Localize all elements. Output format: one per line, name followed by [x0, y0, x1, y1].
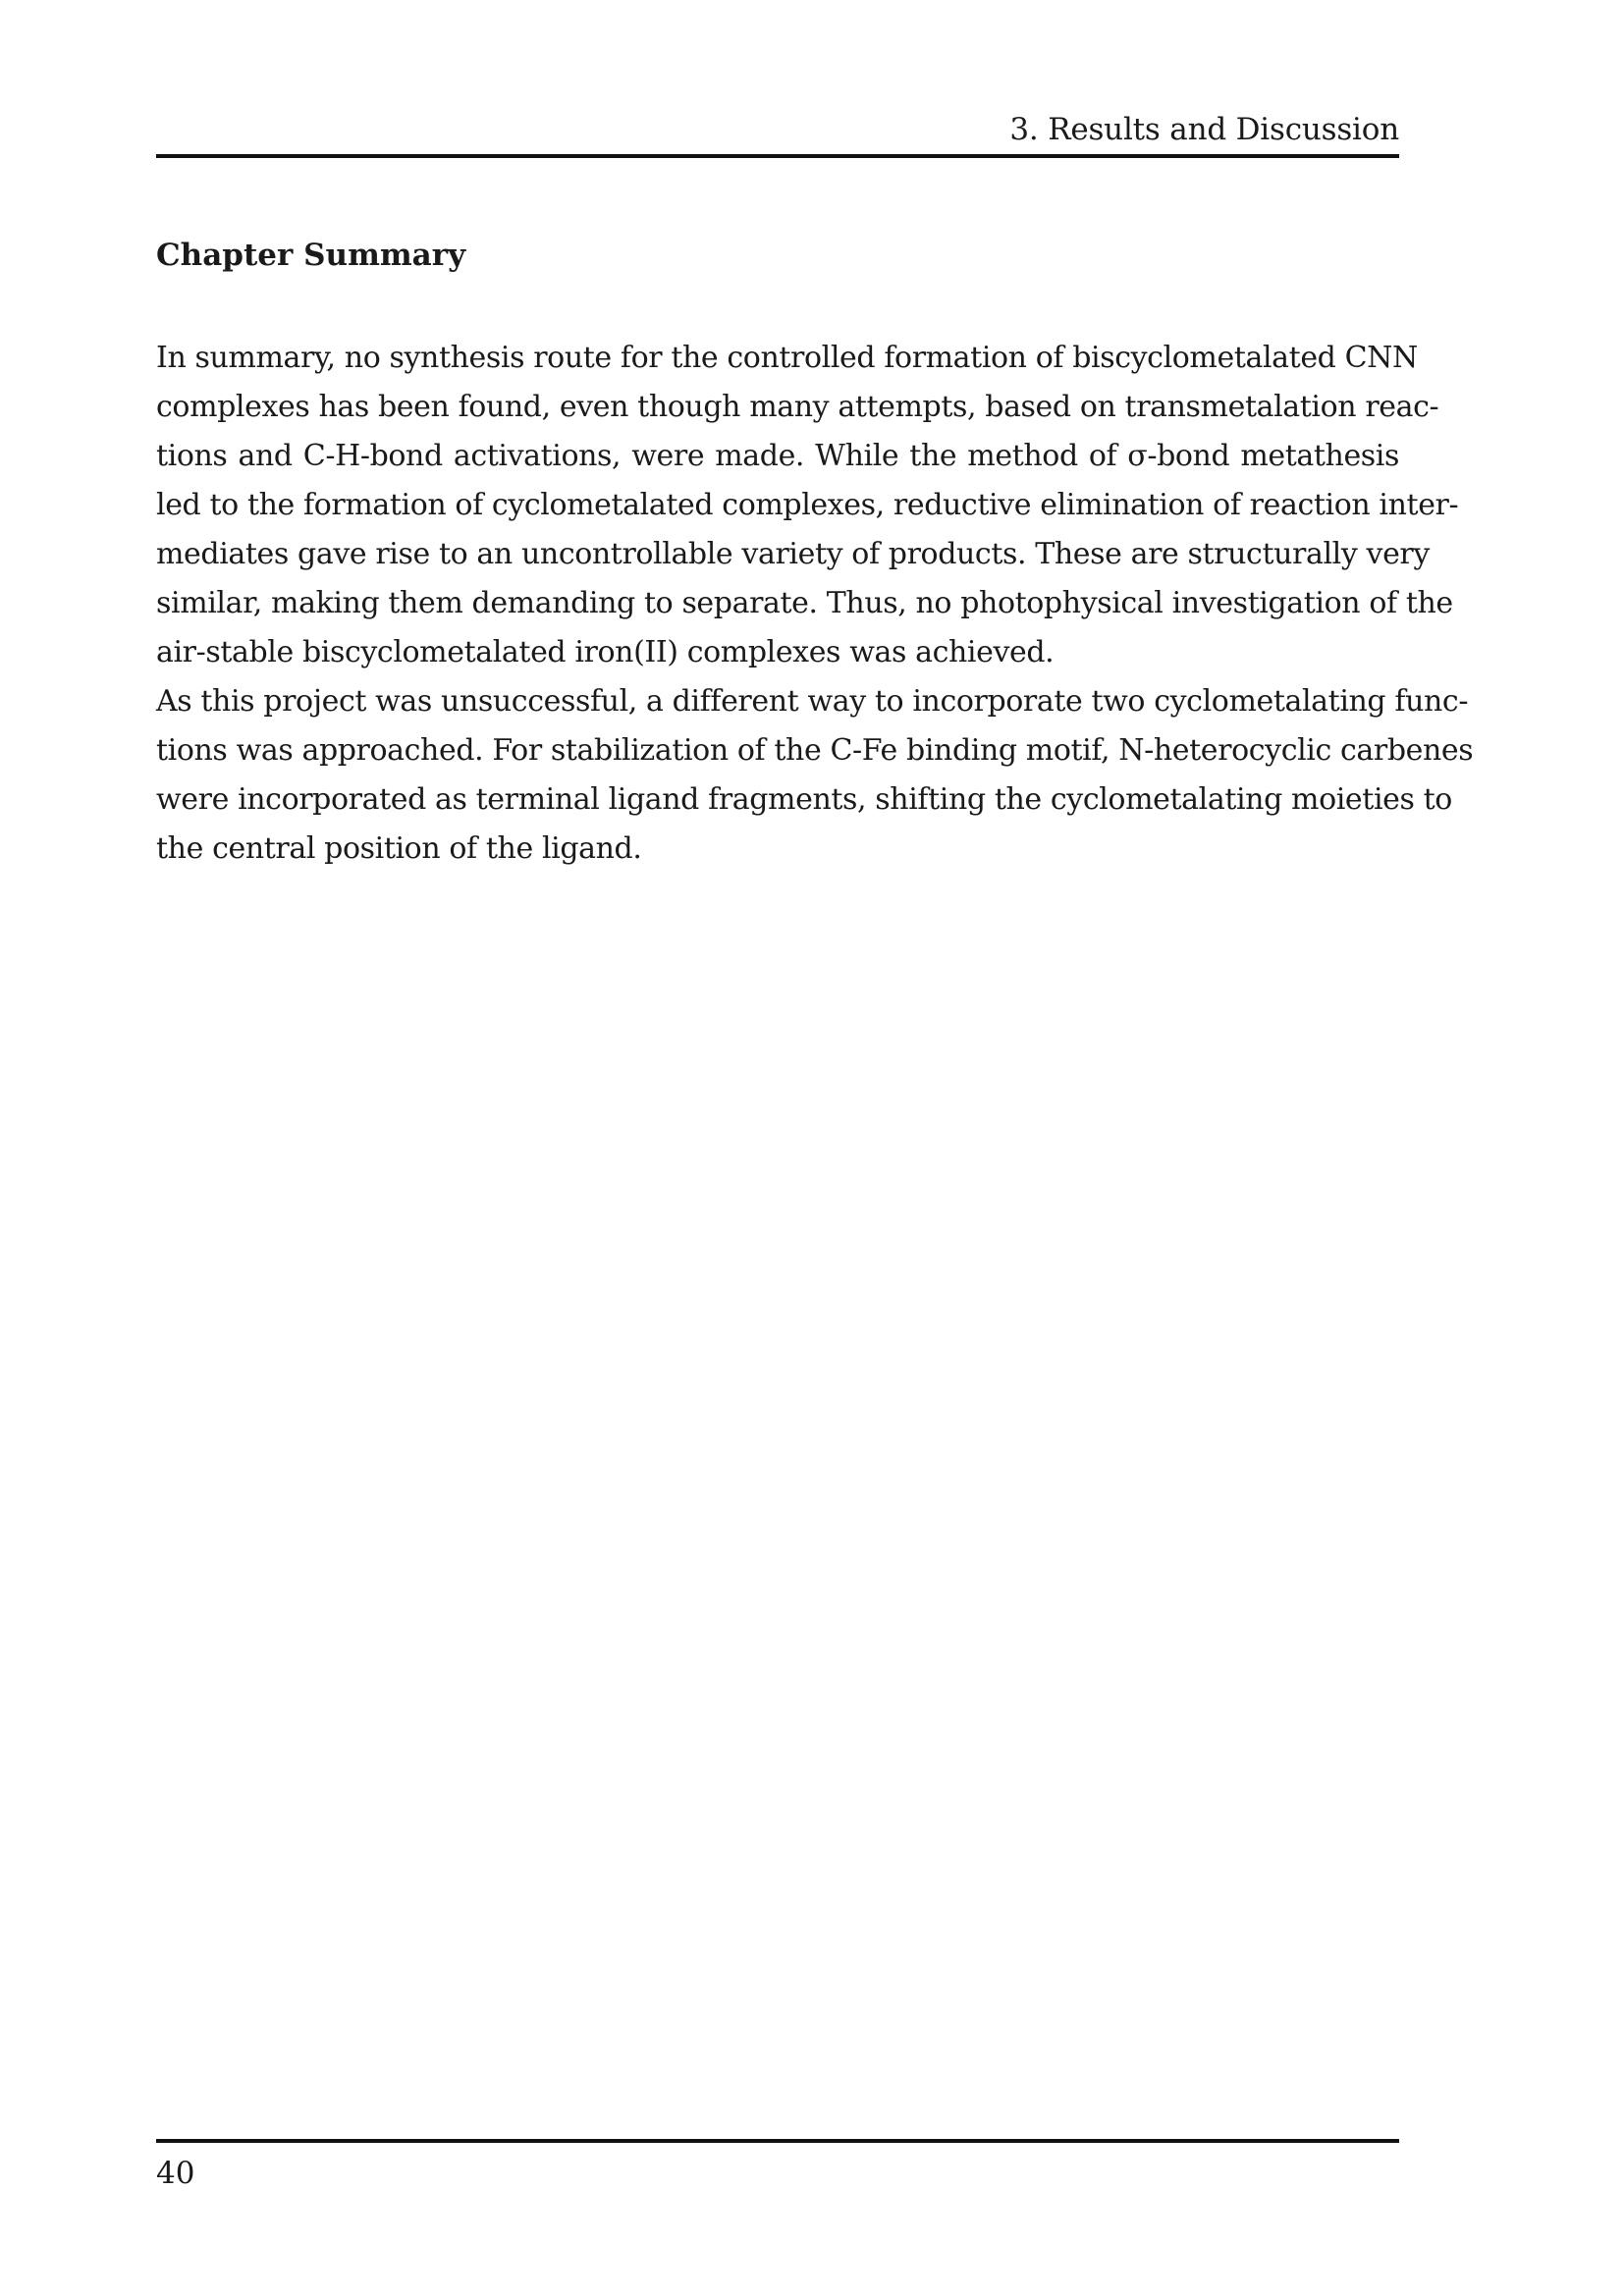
text-line: As this project was unsuccessful, a different way to incorporate two cyclometalating func- [156, 684, 1469, 719]
text-line: In summary, no synthesis route for the controlled formation of biscyclometalated CNN [156, 341, 1418, 375]
section-title: Chapter Summary [156, 238, 466, 273]
paragraph-1 [156, 334, 1459, 677]
text-line: tions was approached. For stabilization of the C-Fe binding motif, N-heterocyclic carbenes [156, 733, 1474, 768]
text-line: complexes has been found, even though many attempts, based on transmetalation reac- [156, 390, 1439, 424]
running-head: 3. Results and Discussion [1009, 112, 1399, 147]
text-line: the central position of the ligand. [156, 831, 642, 866]
body-text [156, 334, 1474, 874]
header-rule [156, 154, 1399, 158]
paragraph-2 [156, 677, 1474, 874]
text-line: similar, making them demanding to separate. Thus, no photophysical investigation of the [156, 586, 1453, 620]
text-line: mediates gave rise to an uncontrollable variety of products. These are structurally very [156, 537, 1430, 571]
page-number: 40 [156, 2156, 195, 2191]
text-line: were incorporated as terminal ligand fragments, shifting the cyclometalating moieties to [156, 782, 1452, 817]
text-line: led to the formation of cyclometalated complexes, reductive elimination of reaction inter- [156, 488, 1459, 522]
footer-rule [156, 2139, 1399, 2143]
text-line: tions and C-H-bond activations, were made. While the method of σ-bond metathesis [156, 439, 1399, 473]
text-line: air-stable biscyclometalated iron(II) complexes was achieved. [156, 635, 1055, 669]
